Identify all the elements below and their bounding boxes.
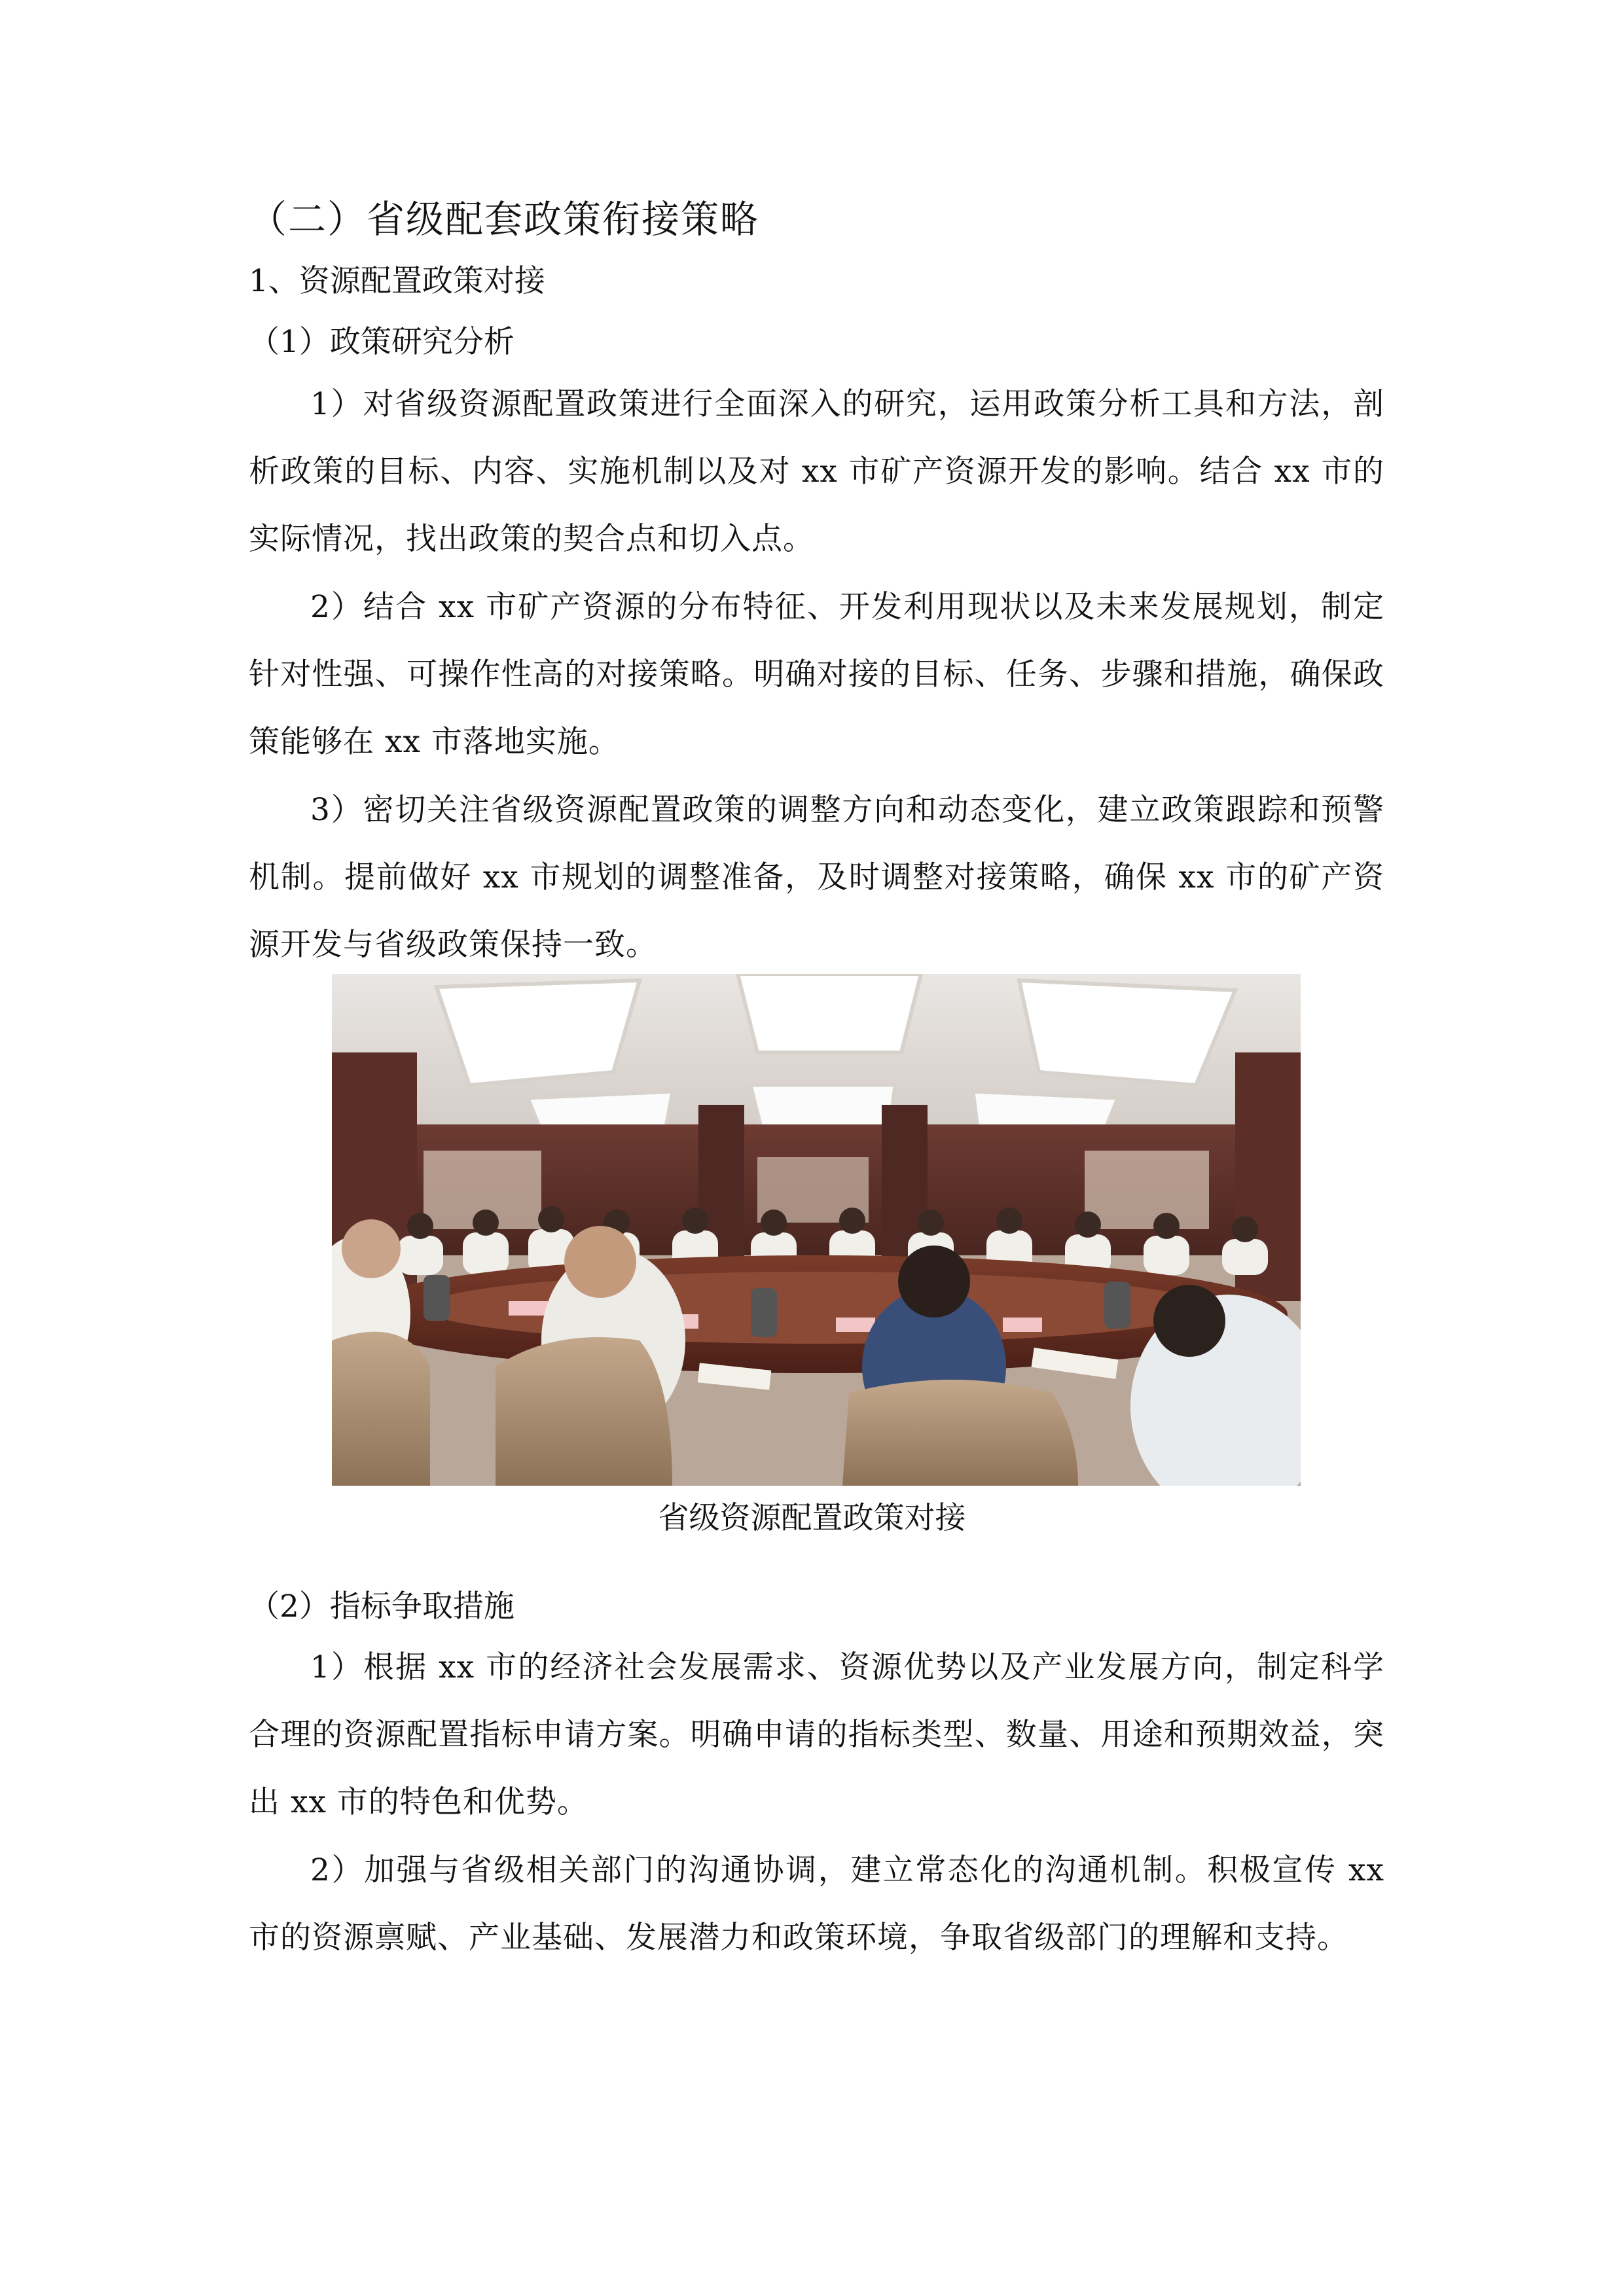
paragraph: 2）加强与省级相关部门的沟通协调，建立常态化的沟通机制。积极宣传 xx 市的资源禀赋、产业基础、发展潜力和政策环境，争取省级部门的理解和支持。: [249, 1852, 1384, 1956]
subsection-heading: 1、资源配置政策对接: [249, 263, 545, 299]
paragraph: 1）对省级资源配置政策进行全面深入的研究，运用政策分析工具和方法，剖析政策的目标、内容、实施机制以及对 xx 市矿产资源开发的影响。结合 xx 市的实际情况，找出政策的契合点和切入点。: [249, 386, 1384, 557]
paragraph: 2）结合 xx 市矿产资源的分布特征、开发利用现状以及未来发展规划，制定针对性强、可操作性高的对接策略。明确对接的目标、任务、步骤和措施，确保政策能够在 xx 市落地实施。: [249, 589, 1384, 760]
paragraph: 1）根据 xx 市的经济社会发展需求、资源优势以及产业发展方向，制定科学合理的资源配置指标申请方案。明确申请的指标类型、数量、用途和预期效益，突出 xx 市的特色和优势。: [249, 1649, 1384, 1820]
meeting-room-photo: [332, 974, 1301, 1486]
paragraph: 3）密切关注省级资源配置政策的调整方向和动态变化，建立政策跟踪和预警机制。提前做好 xx 市规划的调整准备，及时调整对接策略，确保 xx 市的矿产资源开发与省级政策保持一致。: [249, 792, 1384, 963]
section-heading: （二）省级配套政策衔接策略: [249, 197, 760, 242]
subsubsection-heading-indicator: （2）指标争取措施: [249, 1588, 514, 1624]
figure-caption: 省级资源配置政策对接: [658, 1500, 966, 1536]
subsubsection-heading-analysis: （1）政策研究分析: [249, 324, 514, 360]
